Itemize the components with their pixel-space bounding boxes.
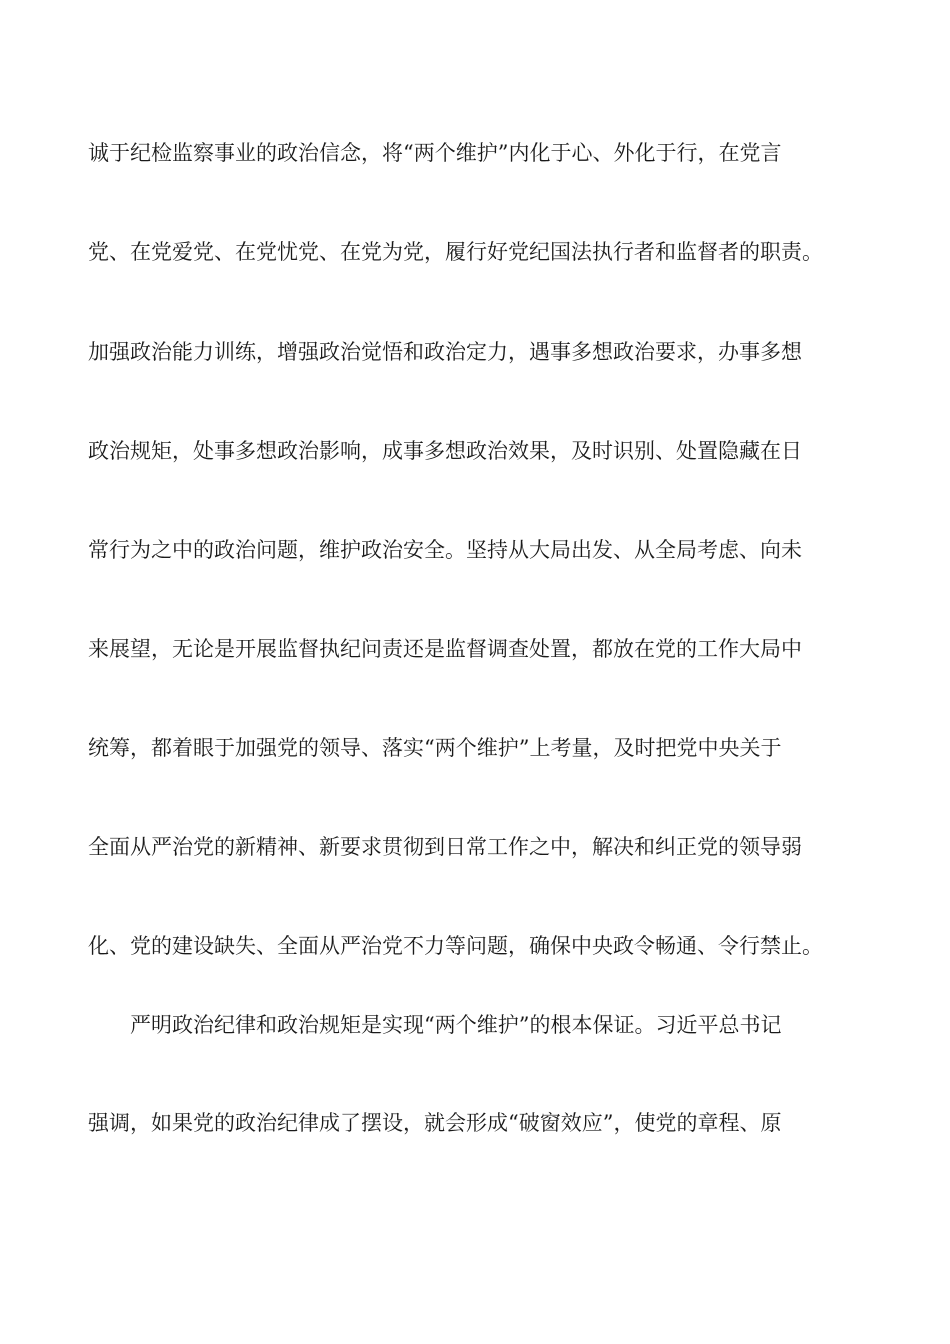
- text-line-4: 政治规矩，处事多想政治影响，成事多想政治效果，及时识别、处置隐藏在日: [88, 439, 802, 463]
- text-line-1: 诚于纪检监察事业的政治信念，将“两个维护”内化于心、外化于行，在党言: [88, 141, 782, 165]
- text-line-2: 党、在党爱党、在党忧党、在党为党，履行好党纪国法执行者和监督者的职责。: [88, 240, 823, 264]
- text-line-3: 加强政治能力训练，增强政治觉悟和政治定力，遇事多想政治要求，办事多想: [88, 340, 802, 364]
- text-line-8: 全面从严治党的新精神、新要求贯彻到日常工作之中，解决和纠正党的领导弱: [88, 835, 802, 859]
- text-line-7: 统筹，都着眼于加强党的领导、落实“两个维护”上考量，及时把党中央关于: [88, 736, 782, 760]
- paragraph-first-line: 严明政治纪律和政治规矩是实现“两个维护”的根本保证。习近平总书记: [130, 1013, 782, 1037]
- text-line-9: 化、党的建设缺失、全面从严治党不力等问题，确保中央政令畅通、令行禁止。: [88, 934, 823, 958]
- text-line-11: 强调，如果党的政治纪律成了摆设，就会形成“破窗效应”，使党的章程、原: [88, 1111, 782, 1135]
- text-line-5: 常行为之中的政治问题，维护政治安全。坚持从大局出发、从全局考虑、向未: [88, 538, 802, 562]
- text-line-6: 来展望，无论是开展监督执纪问责还是监督调查处置，都放在党的工作大局中: [88, 637, 802, 661]
